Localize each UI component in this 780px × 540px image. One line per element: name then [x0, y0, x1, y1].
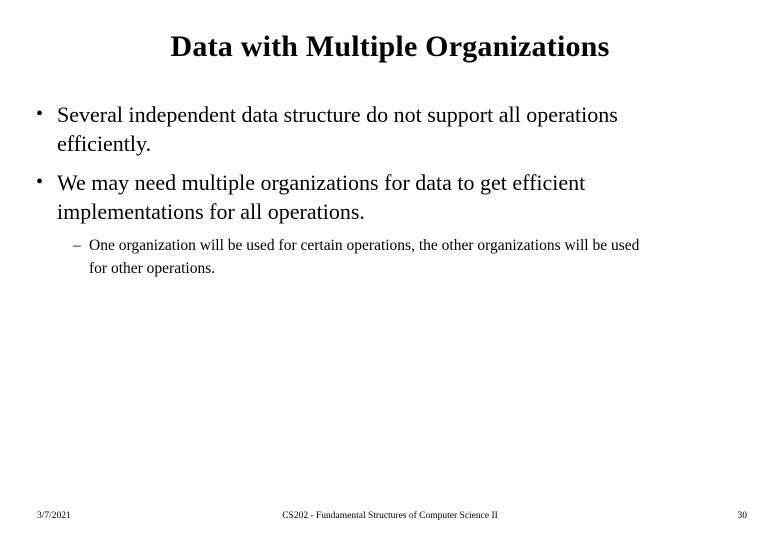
bullet-item [36, 100, 726, 158]
slide-title: Data with Multiple Organizations [170, 30, 610, 63]
sub-bullet-line: for other operations. [89, 260, 216, 277]
sub-bullet-item [73, 234, 726, 280]
sub-bullet-line: One organization will be used for certain operations, the other organizations will be used [89, 237, 640, 254]
footer-page-number: 30 [737, 511, 747, 521]
footer-course-label: CS202 - Fundamental Structures of Computer Science II [282, 511, 498, 521]
bullet-icon: • [36, 103, 44, 125]
slide-body [36, 100, 726, 280]
footer-date: 3/7/2021 [37, 511, 71, 521]
bullet-text [57, 100, 726, 158]
sub-bullet-text [89, 234, 726, 280]
bullet-item [36, 168, 726, 226]
bullet-line: implementations for all operations. [57, 199, 365, 224]
bullet-line: Several independent data structure do not support all operations [57, 102, 618, 127]
bullet-line: We may need multiple organizations for data to get efficient [57, 170, 586, 195]
bullet-icon: • [36, 171, 44, 193]
bullet-line: efficiently. [57, 131, 152, 156]
bullet-text [57, 168, 726, 226]
dash-icon: – [73, 237, 81, 254]
